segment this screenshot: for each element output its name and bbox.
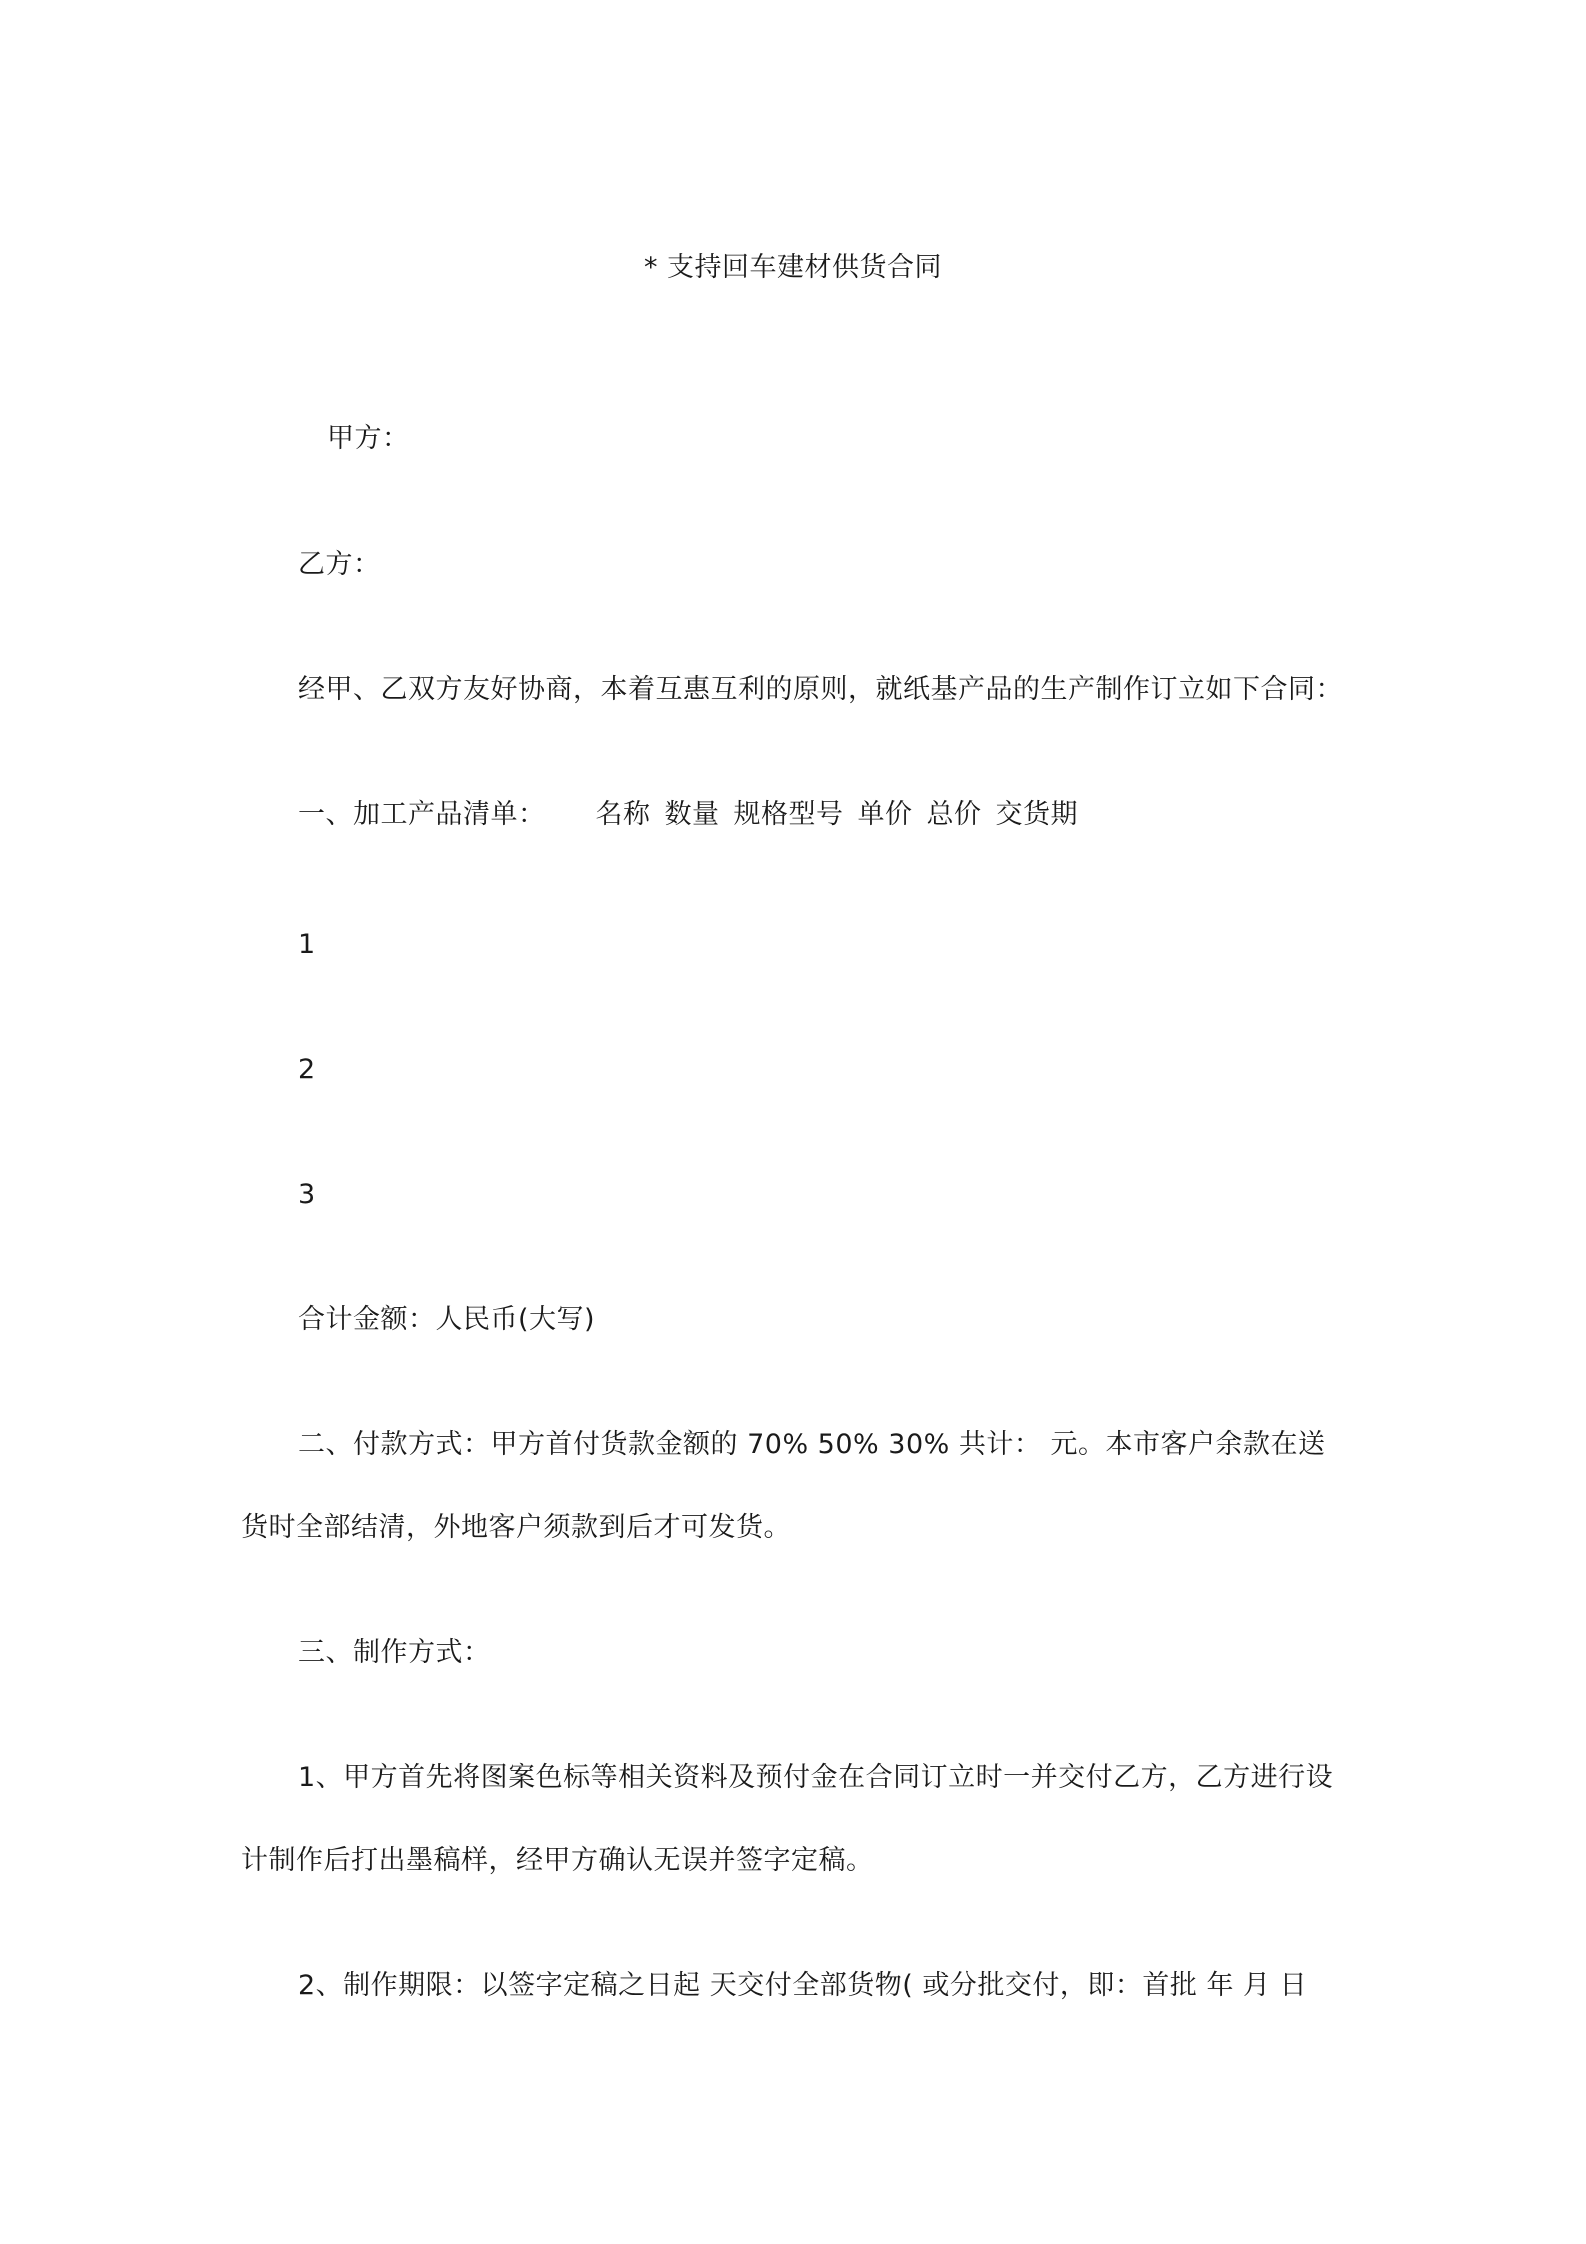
party-a-label: 甲方： bbox=[327, 423, 410, 454]
product-row-number: 2 bbox=[298, 1054, 316, 1085]
document-title: * 支持回车建材供货合同 bbox=[643, 252, 943, 283]
intro-paragraph: 经甲、乙双方友好协商，本着互惠互利的原则，就纸基产品的生产制作订立如下合同： bbox=[298, 674, 1343, 705]
column-delivery-date: 交货期 bbox=[995, 799, 1078, 830]
product-row-number: 1 bbox=[298, 929, 316, 960]
product-row-number: 3 bbox=[298, 1179, 316, 1210]
section3-item1-line2: 计制作后打出墨稿样，经甲方确认无误并签字定稿。 bbox=[241, 1845, 874, 1876]
section3-item2-line1: 2、制作期限：以签字定稿之日起 天交付全部货物( 或分批交付，即：首批 年 月 日 bbox=[298, 1970, 1308, 2001]
section2-payment-line1: 二、付款方式：甲方首付货款金额的 70% 50% 30% 共计： 元。本市客户余款在送 bbox=[298, 1429, 1326, 1460]
section1-product-list bbox=[298, 797, 1078, 833]
column-spec-model: 规格型号 bbox=[733, 799, 844, 830]
party-b-label: 乙方： bbox=[298, 549, 381, 580]
section1-heading: 一、加工产品清单： bbox=[298, 799, 546, 830]
section3-item1-line1: 1、甲方首先将图案色标等相关资料及预付金在合同订立时一并交付乙方，乙方进行设 bbox=[298, 1762, 1334, 1793]
section3-heading: 三、制作方式： bbox=[298, 1637, 491, 1668]
column-unit-price: 单价 bbox=[857, 799, 913, 830]
total-amount-line: 合计金额：人民币(大写) bbox=[298, 1304, 596, 1335]
section2-payment-line2: 货时全部结清，外地客户须款到后才可发货。 bbox=[241, 1512, 791, 1543]
column-name: 名称 bbox=[595, 799, 651, 830]
column-total-price: 总价 bbox=[926, 799, 982, 830]
column-quantity: 数量 bbox=[664, 799, 720, 830]
